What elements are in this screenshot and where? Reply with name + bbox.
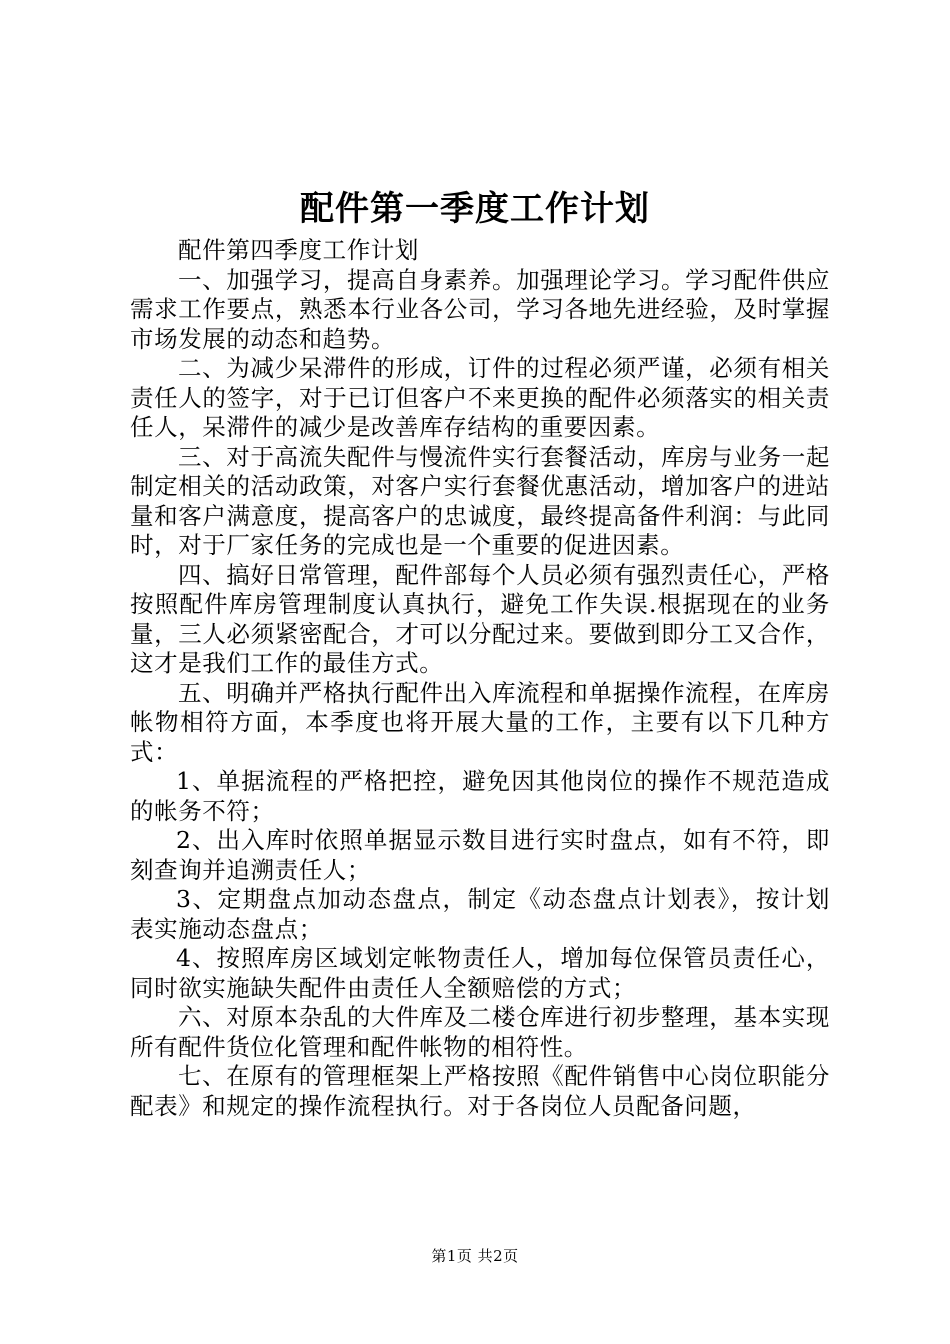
- paragraph-4: 四、搞好日常管理，配件部每个人员必须有强烈责任心，严格按照配件库房管理制度认真执行，避免工作失误.根据现在的业务量，三人必须紧密配合，才可以分配过来。要做到即分工又合作，这才是我们工作的最佳方式。: [130, 560, 830, 677]
- paragraph-6: 六、对原本杂乱的大件库及二楼仓库进行初步整理，基本实现所有配件货位化管理和配件帐物的相符性。: [130, 1003, 830, 1061]
- document-body: [130, 236, 830, 1121]
- page-footer: 第1页 共2页: [431, 1247, 519, 1265]
- paragraph-1: 一、加强学习，提高自身素养。加强理论学习。学习配件供应需求工作要点，熟悉本行业各公司，学习各地先进经验，及时掌握市场发展的动态和趋势。: [130, 265, 830, 353]
- paragraph-3: 三、对于高流失配件与慢流件实行套餐活动，库房与业务一起制定相关的活动政策，对客户实行套餐优惠活动，增加客户的进站量和客户满意度，提高客户的忠诚度，最终提高备件利润：与此同时，对于厂家任务的完成也是一个重要的促进因素。: [130, 442, 830, 559]
- list-item-1: 1、单据流程的严格把控，避免因其他岗位的操作不规范造成的帐务不符；: [130, 767, 830, 825]
- paragraph-7: 七、在原有的管理框架上严格按照《配件销售中心岗位职能分配表》和规定的操作流程执行。对于各岗位人员配备问题，: [130, 1062, 830, 1120]
- document-title: 配件第一季度工作计划: [300, 189, 650, 229]
- list-item-2: 2、出入库时依照单据显示数目进行实时盘点，如有不符，即刻查询并追溯责任人；: [130, 826, 830, 884]
- paragraph-2: 二、为减少呆滞件的形成，订件的过程必须严谨，必须有相关责任人的签字，对于已订但客户不来更换的配件必须落实的相关责任人，呆滞件的减少是改善库存结构的重要因素。: [130, 354, 830, 441]
- list-item-4: 4、按照库房区域划定帐物责任人，增加每位保管员责任心，同时欲实施缺失配件由责任人全额赔偿的方式；: [130, 944, 830, 1002]
- paragraph-subtitle: 配件第四季度工作计划: [178, 236, 419, 264]
- list-item-3: 3、定期盘点加动态盘点，制定《动态盘点计划表》，按计划表实施动态盘点；: [130, 885, 830, 943]
- paragraph-5: 五、明确并严格执行配件出入库流程和单据操作流程，在库房帐物相符方面，本季度也将开展大量的工作，主要有以下几种方式：: [130, 678, 830, 766]
